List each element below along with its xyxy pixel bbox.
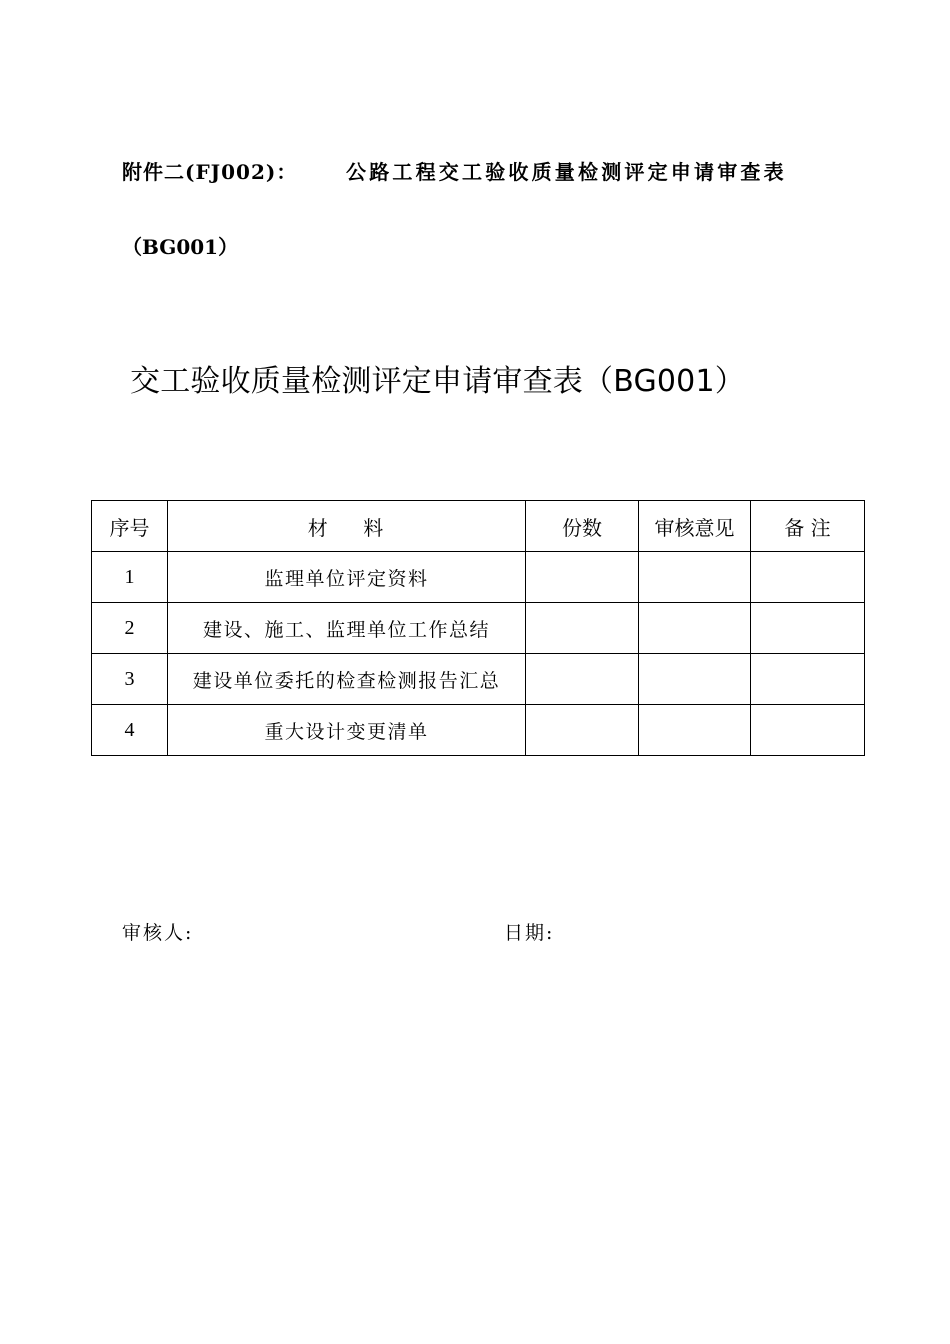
header-opinion: 审核意见 — [639, 501, 751, 552]
table-row — [92, 603, 865, 654]
cell-opinion[interactable] — [639, 603, 751, 654]
cell-remarks[interactable] — [751, 552, 865, 603]
cell-seq: 3 — [92, 654, 168, 705]
table-header-row — [92, 501, 865, 552]
table-row — [92, 654, 865, 705]
cell-opinion[interactable] — [639, 552, 751, 603]
materials-table — [91, 500, 865, 756]
page-title: 交工验收质量检测评定申请审查表（BG001） — [130, 364, 745, 399]
cell-opinion[interactable] — [639, 705, 751, 756]
date-label: 日期: — [504, 922, 555, 944]
cell-copies[interactable] — [526, 705, 639, 756]
cell-material: 建设单位委托的检查检测报告汇总 — [168, 654, 526, 705]
cell-opinion[interactable] — [639, 654, 751, 705]
cell-copies[interactable] — [526, 603, 639, 654]
header-material: 材 料 — [168, 501, 526, 552]
cell-seq: 4 — [92, 705, 168, 756]
cell-remarks[interactable] — [751, 705, 865, 756]
cell-material: 重大设计变更清单 — [168, 705, 526, 756]
table-row — [92, 705, 865, 756]
cell-remarks[interactable] — [751, 603, 865, 654]
header-seq: 序号 — [92, 501, 168, 552]
cell-material: 监理单位评定资料 — [168, 552, 526, 603]
header-remarks: 备 注 — [751, 501, 865, 552]
cell-remarks[interactable] — [751, 654, 865, 705]
reviewer-label: 审核人: — [122, 922, 194, 944]
cell-seq: 2 — [92, 603, 168, 654]
cell-seq: 1 — [92, 552, 168, 603]
heading-title: 公路工程交工验收质量检测评定申请审查表 — [346, 160, 787, 184]
header-copies: 份数 — [526, 501, 639, 552]
table-row — [92, 552, 865, 603]
heading-code: （BG001） — [122, 235, 239, 259]
cell-material: 建设、施工、监理单位工作总结 — [168, 603, 526, 654]
cell-copies[interactable] — [526, 552, 639, 603]
attachment-prefix: 附件二(FJ002)： — [122, 160, 298, 184]
cell-copies[interactable] — [526, 654, 639, 705]
